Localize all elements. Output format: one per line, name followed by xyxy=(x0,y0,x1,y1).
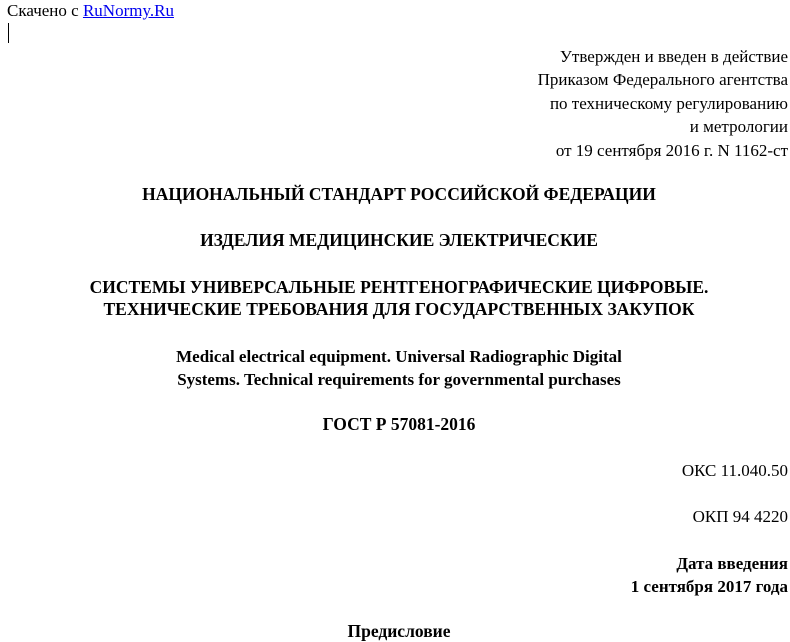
title-ru-line-1: СИСТЕМЫ УНИВЕРСАЛЬНЫЕ РЕНТГЕНОГРАФИЧЕСКИЕ ЦИФРОВЫЕ. xyxy=(89,277,709,297)
approval-line: от 19 сентября 2016 г. N 1162-ст xyxy=(555,140,788,160)
title-en-line-2: Systems. Technical requirements for governmental purchases xyxy=(177,370,621,389)
okp-code: ОКП 94 4220 xyxy=(692,507,788,526)
oks-code: ОКС 11.040.50 xyxy=(681,461,788,480)
title-ru-line-2: ТЕХНИЧЕСКИЕ ТРЕБОВАНИЯ ДЛЯ ГОСУДАРСТВЕННЫХ ЗАКУПОК xyxy=(103,299,695,319)
approval-line: и метрологии xyxy=(689,117,788,137)
effective-date-value: 1 сентября 2017 года xyxy=(630,577,788,596)
effective-date-label: Дата введения xyxy=(676,554,788,573)
approval-line: Утвержден и введен в действие xyxy=(559,47,788,66)
approval-line: по техническому регулированию xyxy=(549,93,788,113)
approval-block xyxy=(538,45,788,162)
preface-heading: Предисловие xyxy=(347,621,451,641)
source-prefix: Скачено с xyxy=(7,1,83,20)
text-cursor xyxy=(8,23,9,43)
approval-line: Приказом Федерального агентства xyxy=(537,70,788,90)
source-line xyxy=(7,1,174,21)
category-heading: ИЗДЕЛИЯ МЕДИЦИНСКИЕ ЭЛЕКТРИЧЕСКИЕ xyxy=(200,230,598,250)
standard-type-heading: НАЦИОНАЛЬНЫЙ СТАНДАРТ РОССИЙСКОЙ ФЕДЕРАЦИИ xyxy=(142,184,656,204)
source-link[interactable]: RuNormy.Ru xyxy=(82,1,174,20)
standard-designation: ГОСТ Р 57081-2016 xyxy=(322,414,476,434)
title-en-line-1: Medical electrical equipment. Universal Radiographic Digital xyxy=(176,347,622,366)
